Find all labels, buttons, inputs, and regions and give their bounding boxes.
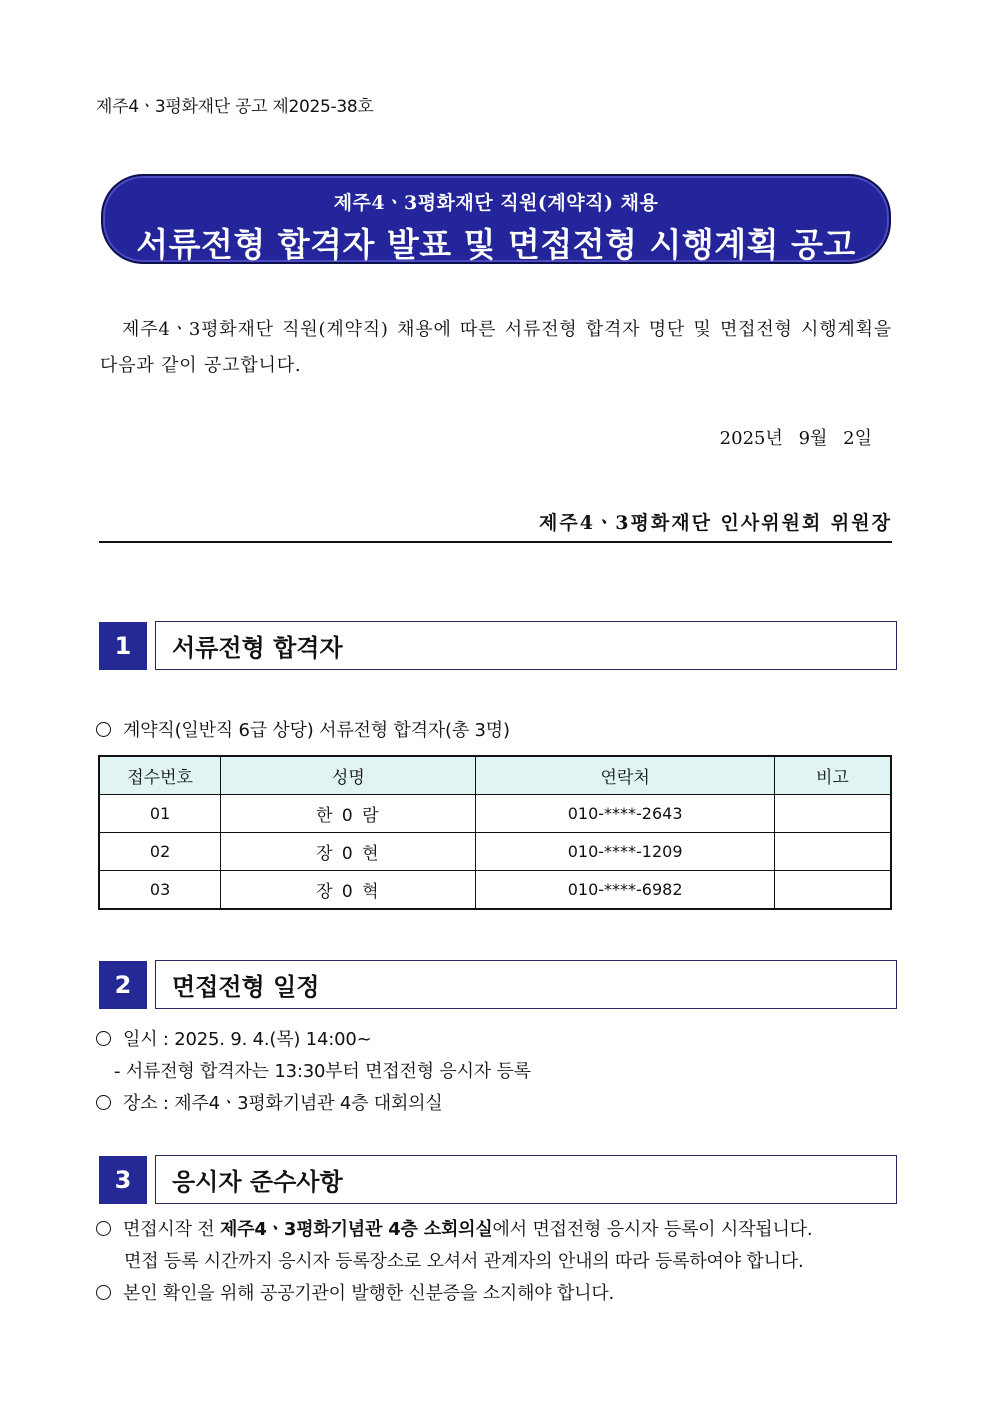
summary-text: 계약직(일반직 6급 상당) 서류전형 합격자(총 3명) bbox=[123, 720, 510, 741]
rule-item-2 bbox=[96, 1279, 614, 1305]
section-title-1: 서류전형 합격자 bbox=[155, 621, 897, 670]
section-number-3: 3 bbox=[99, 1156, 147, 1204]
table-row bbox=[99, 795, 891, 833]
title-banner bbox=[101, 174, 891, 264]
interview-place bbox=[96, 1089, 443, 1115]
cell-name: 장 0 혁 bbox=[221, 871, 476, 910]
interview-datetime bbox=[96, 1025, 372, 1051]
cell-phone: 010-****-1209 bbox=[476, 833, 774, 871]
section-title-2: 면접전형 일정 bbox=[155, 960, 897, 1009]
col-header-phone: 연락처 bbox=[476, 756, 774, 795]
col-header-id: 접수번호 bbox=[99, 756, 221, 795]
col-header-note: 비고 bbox=[774, 756, 891, 795]
cell-name: 장 0 현 bbox=[221, 833, 476, 871]
cell-id: 01 bbox=[99, 795, 221, 833]
notice-number: 제주4ㆍ3평화재단 공고 제2025-38호 bbox=[96, 97, 374, 117]
col-header-name: 성명 bbox=[221, 756, 476, 795]
rule-item-1 bbox=[96, 1215, 812, 1241]
table-header-row bbox=[99, 756, 891, 795]
cell-id: 03 bbox=[99, 871, 221, 910]
bullet-circle-icon bbox=[96, 722, 111, 737]
banner-subtitle: 제주4ㆍ3평화재단 직원(계약직) 채용 bbox=[333, 192, 659, 214]
bullet-circle-icon bbox=[96, 1095, 111, 1110]
bullet-circle-icon bbox=[96, 1285, 111, 1300]
cell-note bbox=[774, 795, 891, 833]
bullet-circle-icon bbox=[96, 1221, 111, 1236]
rule-item-1-line2: 면접 등록 시간까지 응시자 등록장소로 오셔서 관계자의 안내의 따라 등록하여야 합니다. bbox=[124, 1251, 804, 1272]
cell-id: 02 bbox=[99, 833, 221, 871]
cell-note bbox=[774, 871, 891, 910]
rule1-text-b: 에서 면접전형 응시자 등록이 시작됩니다. bbox=[492, 1219, 813, 1240]
signer: 제주4ㆍ3평화재단 인사위원회 위원장 bbox=[99, 508, 892, 543]
table-row bbox=[99, 833, 891, 871]
cell-name: 한 0 람 bbox=[221, 795, 476, 833]
section-number-1: 1 bbox=[99, 622, 147, 670]
applicants-table bbox=[98, 755, 892, 910]
table-row bbox=[99, 871, 891, 910]
registration-note: - 서류전형 합격자는 13:30부터 면접전형 응시자 등록 bbox=[114, 1061, 531, 1082]
cell-phone: 010-****-2643 bbox=[476, 795, 774, 833]
rule1-text-a: 면접시작 전 bbox=[123, 1219, 220, 1240]
cell-note bbox=[774, 833, 891, 871]
place-text: 장소 : 제주4ㆍ3평화기념관 4층 대회의실 bbox=[123, 1093, 443, 1114]
rule1-location: 제주4ㆍ3평화기념관 4층 소회의실 bbox=[219, 1219, 493, 1240]
section-number-2: 2 bbox=[99, 961, 147, 1009]
intro-paragraph: 제주4ㆍ3평화재단 직원(계약직) 채용에 따른 서류전형 합격자 명단 및 면접전형 시행계획을 다음과 같이 공고합니다. bbox=[100, 319, 892, 376]
section1-summary bbox=[96, 716, 510, 742]
banner-title: 서류전형 합격자 발표 및 면접전형 시행계획 공고 bbox=[136, 225, 856, 264]
bullet-circle-icon bbox=[96, 1031, 111, 1046]
datetime-text: 일시 : 2025. 9. 4.(목) 14:00~ bbox=[123, 1029, 372, 1050]
rule2-text: 본인 확인을 위해 공공기관이 발행한 신분증을 소지해야 합니다. bbox=[123, 1283, 615, 1304]
section-title-3: 응시자 준수사항 bbox=[155, 1155, 897, 1204]
cell-phone: 010-****-6982 bbox=[476, 871, 774, 910]
notice-date: 2025년 9월 2일 bbox=[719, 428, 872, 449]
